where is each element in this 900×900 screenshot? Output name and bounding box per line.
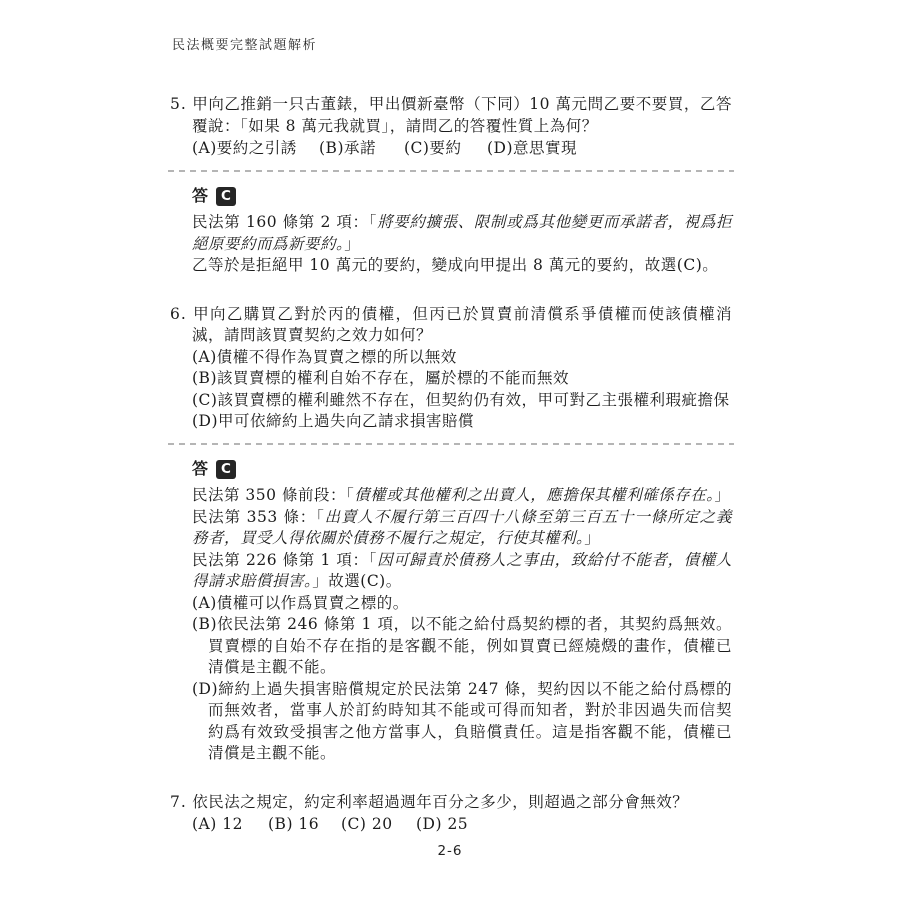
explanation-paragraph: [192, 507, 732, 550]
option-D: (D) 25: [416, 815, 469, 833]
law-quote-text: 因可歸責於債務人之事由，致給付不能者，債權人得請求賠償損害。: [192, 550, 732, 590]
page-header-title: 民法概要完整試題解析: [172, 38, 318, 53]
answer-header: [192, 458, 732, 481]
explanation-text: 乙等於是拒絕甲 10 萬元的要約，變成向甲提出 8 萬元的要約，故選(C)。: [192, 256, 719, 274]
explanation-text: 」: [344, 234, 361, 253]
question-block: [170, 792, 732, 836]
explanation-paragraph: [192, 255, 732, 277]
option-A: (A)債權不得作為買賣之標的所以無效: [192, 347, 457, 366]
explanation-paragraph: [192, 485, 732, 507]
answer-header: [192, 185, 732, 208]
options-row: [192, 138, 732, 160]
option-B: (B)承諾: [319, 139, 376, 157]
law-quote-text: 將要約擴張、限制或爲其他變更而承諾者，視爲拒絕原要約而爲新要約。: [192, 213, 732, 253]
option-C: (C) 20: [341, 815, 393, 833]
answer-divider: [168, 443, 734, 445]
question-number: 5.: [170, 95, 187, 113]
law-quote-text: 出賣人不履行第三百四十八條至第三百五十一條所定之義務者，買受人得依關於債務不履行之規定，行使其權利。: [192, 507, 732, 547]
answer-explanation: [192, 212, 732, 277]
answer-label: 答: [192, 458, 209, 478]
option-C: (C)要約: [404, 139, 462, 157]
question-number: 6.: [170, 304, 187, 323]
explanation-text: 」: [584, 529, 601, 547]
answer-label: 答: [192, 185, 209, 205]
explanation-text: 民法第 226 條第 1 項：「: [192, 550, 378, 569]
option-C: (C)該買賣標的權利雖然不存在，但契約仍有效，甲可對乙主張權利瑕疵擔保: [192, 390, 730, 409]
option-A: (A)要約之引誘: [192, 139, 297, 157]
law-quote-text: 債權或其他權利之出賣人，應擔保其權利確係存在。: [354, 486, 715, 504]
explanation-paragraph: [192, 679, 732, 765]
explanation-paragraph: [192, 593, 732, 615]
option-B: (B) 16: [268, 815, 320, 833]
questions: [170, 94, 732, 836]
option-B: (B)該買賣標的權利自始不存在，屬於標的不能而無效: [192, 369, 569, 387]
question-stem: 7. 依民法之規定，約定利率超過週年百分之多少，則超過之部分會無效？: [170, 792, 689, 811]
explanation-text: 民法第 350 條前段：「: [192, 486, 355, 504]
question-number: 7.: [170, 792, 187, 811]
answer-explanation: [192, 485, 732, 765]
option-D: (D)甲可依締約上過失向乙請求損害賠償: [192, 412, 475, 430]
option-D: (D)意思實現: [487, 139, 578, 157]
answer-letter-badge: C: [216, 460, 236, 479]
explanation-text: 」: [714, 486, 731, 504]
explanation-text: 民法第 160 條第 2 項：「: [192, 213, 378, 231]
explanation-text: (D)締約上過失損害賠償規定於民法第 247 條，契約因以不能之給付爲標的而無效者，當事人於訂約時知其不能或可得而知者，對於非因過失而信契約爲有效致受損害之他方當事人，負賠償責任。這是指客觀不能，債權已清償是主觀不能。: [192, 679, 732, 762]
explanation-text: 」故選(C)。: [312, 572, 402, 590]
question-stem: 5. 甲向乙推銷一只古董錶，甲出價新臺幣（下同）10 萬元問乙要不要買，乙答覆說：「如果 8 萬元我就買」，請問乙的答覆性質上為何？: [170, 95, 732, 135]
explanation-paragraph: [192, 550, 732, 593]
answer-letter-badge: C: [216, 187, 236, 206]
answer-divider: [168, 170, 734, 172]
explanation-text: (A)債權可以作爲買賣之標的。: [192, 593, 409, 612]
explanation-paragraph: [192, 212, 732, 255]
explanation-text: (B)依民法第 246 條第 1 項，以不能之給付爲契約標的者，其契約爲無效。買賣標的自始不存在指的是客觀不能，例如買賣已經燒燬的畫作，債權已清償是主觀不能。: [192, 615, 732, 676]
question-stem: 6. 甲向乙購買乙對於丙的債權，但丙已於買賣前清償系爭債權而使該債權消滅，請問該買賣契約之效力如何？: [170, 304, 732, 344]
question-block: [170, 304, 732, 765]
explanation-text: 民法第 353 條：「: [192, 507, 325, 526]
question-block: [170, 94, 732, 277]
explanation-paragraph: [192, 614, 732, 679]
options-row: [192, 814, 732, 836]
option-A: (A) 12: [192, 815, 243, 833]
page-number: 2-6: [437, 843, 463, 859]
